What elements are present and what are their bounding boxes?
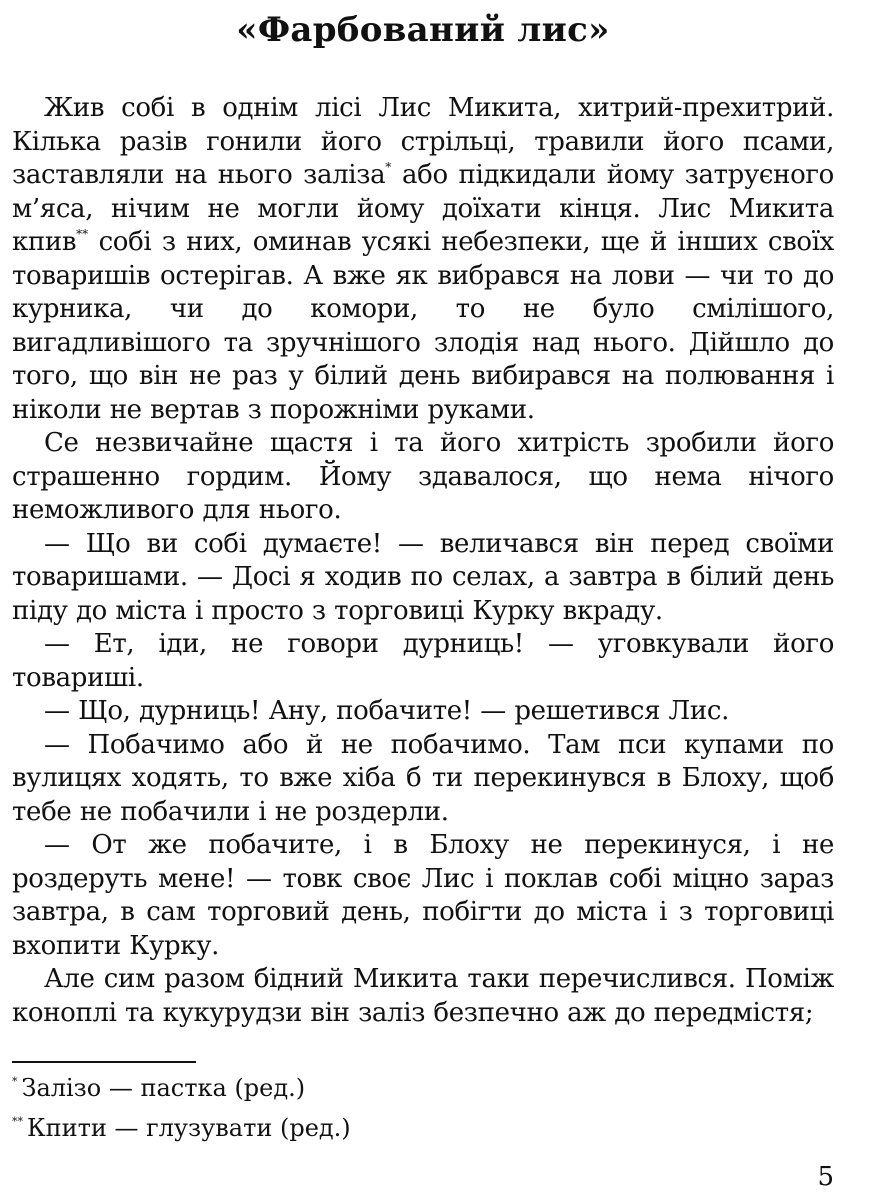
footnote-ref-2: ** — [76, 227, 89, 241]
footnote-2-mark: ** — [12, 1115, 23, 1128]
paragraph-6: — Побачимо або й не побачимо. Там пси купами по вулицях ходять, то вже хіба б ти перекинувся в Блоху, щоб тебе не побачили і не роздерли. — [12, 729, 834, 827]
story-body — [12, 92, 834, 1030]
footnote-divider — [12, 1061, 196, 1063]
footnote-1 — [12, 1068, 834, 1108]
paragraph-2: Се незвичайне щастя і та його хитрість зробили його страшенно гордим. Йому здавалося, що нема нічого неможливого для нього. — [12, 428, 834, 525]
footnotes — [12, 1068, 834, 1148]
paragraph-8: Але сим разом бідний Микита таки перечислився. Поміж коноплі та кукурудзи він заліз безпечно аж до передмістя; — [12, 964, 834, 1028]
paragraph-1-part-2: або підкидали йому затруєного м’яса, нічим не могли йому доїхати кінця. Лис Микита кпив — [12, 160, 834, 257]
footnote-1-text: Залізо — пастка (ред.) — [21, 1074, 306, 1102]
footnote-2 — [12, 1108, 834, 1148]
paragraph-1 — [12, 92, 834, 427]
paragraph-1-part-3: собі з них, оминав усякі небезпеки, ще й інших своїх товаришів остерігав. А вже як вибрався на лови — чи то до курника, чи до комори, то не було смілішого, вигадливішого та зручнішого злодія над нього. Дійшло до того, що він не раз у білий день вибирався на полювання і ніколи не вертав з порожніми руками. — [12, 227, 834, 425]
book-page — [12, 0, 834, 1200]
page-number: 5 — [817, 1162, 834, 1192]
paragraph-7: — От же побачите, і в Блоху не перекинуся, і не роздеруть мене! — товк своє Лис і поклав собі міцно зараз завтра, в сам торговий день, побігти до міста і з торговиці вхопити Курку. — [12, 830, 834, 961]
paragraph-4: — Ет, іди, не говори дурниць! — уговкували його товариші. — [12, 629, 834, 693]
paragraph-1-part-1: Жив собі в однім лісі Лис Микита, хитрий-прехитрий. Кілька разів гонили його стрільці, травили його псами, заставляли на нього заліза — [12, 93, 834, 190]
footnote-1-mark: * — [12, 1075, 18, 1088]
footnote-2-text: Кпити — глузувати (ред.) — [27, 1114, 351, 1142]
paragraph-5: — Що, дурниць! Ану, побачите! — решетився Лис. — [44, 696, 729, 726]
story-title: «Фарбований лис» — [236, 10, 610, 50]
footnote-ref-1: * — [385, 160, 392, 174]
paragraph-3: — Що ви собі думаєте! — величався він перед своїми товаришами. — Досі я ходив по селах, а завтра в білий день піду до міста і просто з торговиці Курку вкраду. — [12, 528, 834, 626]
